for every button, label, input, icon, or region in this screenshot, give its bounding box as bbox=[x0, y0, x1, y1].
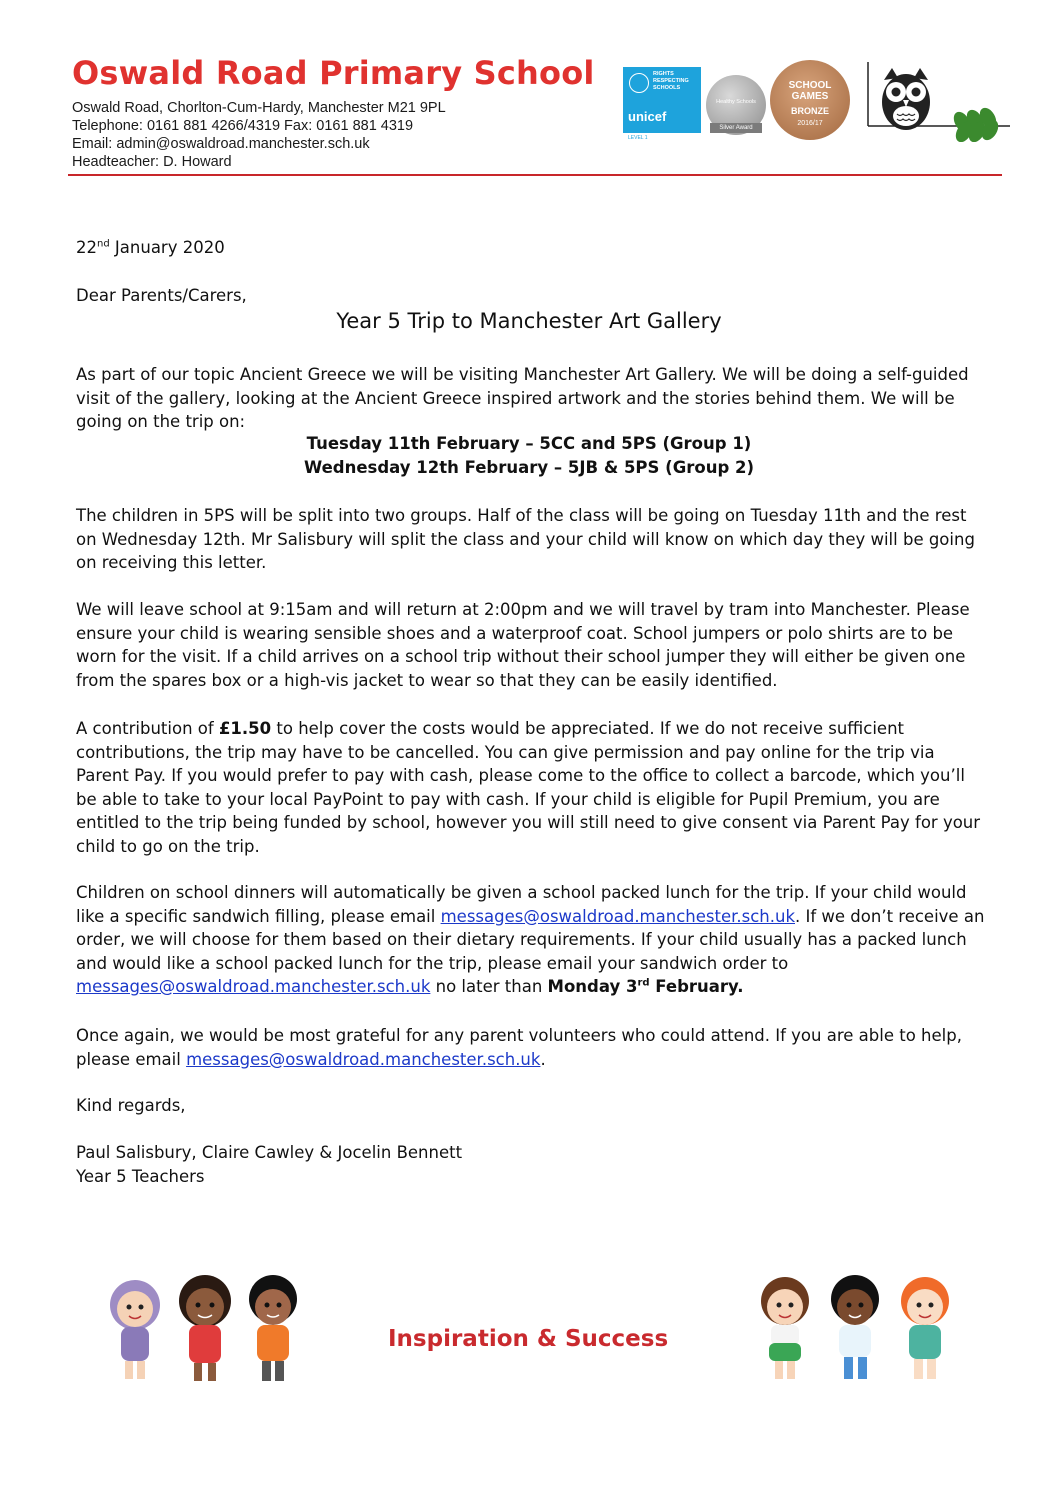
contribution-amount: £1.50 bbox=[218, 719, 272, 738]
trip-dates bbox=[0, 432, 1058, 479]
children-illustration-left bbox=[95, 1265, 315, 1390]
children-illustration-right bbox=[745, 1265, 970, 1390]
letterhead-divider bbox=[68, 174, 1002, 176]
closing: Kind regards, bbox=[76, 1096, 186, 1115]
paragraph-contribution: A contribution of £1.50 to help cover the costs would be appreciated. If we do not receive sufficient contributions, the trip may have to be cancelled. You can give permission and pay online for the trip via Parent Pay. If you would prefer to pay with cash, please come to the office to collect a barcode, which you’ll be able to take to your local PayPoint to pay with cash. If your child is eligible for Pupil Premium, you are entitled to the trip being funded by school, however you will still need to give consent via Parent Pay for your child to go on the trip. bbox=[76, 719, 981, 856]
paragraph-intro: As part of our topic Ancient Greece we will be visiting Manchester Art Gallery. We will be doing a self-guided visit of the gallery, looking at the Ancient Greece inspired artwork and the stories behind them. We will be going on the trip on: bbox=[76, 365, 969, 431]
headteacher: Headteacher: D. Howard bbox=[72, 154, 232, 170]
signatories: Paul Salisbury, Claire Cawley & Jocelin Bennett bbox=[76, 1143, 463, 1162]
paragraph-logistics: We will leave school at 9:15am and will return at 2:00pm and we will travel by tram into Manchester. Please ensure your child is wearing sensible shoes and a waterproof coat. School jumpers or polo shirts are to be worn for the visit. If a child arrives on a school trip without their school jumper they will either be given one from the spares box or a high-vis jacket to wear so that they can be easily identified. bbox=[76, 600, 970, 690]
lunch-deadline: Monday 3rd February. bbox=[547, 977, 744, 996]
school-motto: Inspiration & Success bbox=[388, 1326, 669, 1352]
school-phone: Telephone: 0161 881 4266/4319 Fax: 0161 881 4319 bbox=[72, 118, 414, 134]
greeting: Dear Parents/Carers, bbox=[76, 286, 247, 305]
school-name: Oswald Road Primary School bbox=[72, 54, 595, 92]
rights-respecting-label: RIGHTS RESPECTING SCHOOLS bbox=[653, 71, 689, 91]
healthy-schools-badge bbox=[706, 75, 766, 135]
letter-title: Year 5 Trip to Manchester Art Gallery bbox=[336, 309, 722, 333]
healthy-schools-label: Healthy Schools bbox=[716, 99, 756, 105]
school-games-medal: BRONZE bbox=[791, 106, 829, 116]
school-email: Email: admin@oswaldroad.manchester.sch.uk bbox=[72, 136, 370, 152]
email-link[interactable]: messages@oswaldroad.manchester.sch.uk bbox=[440, 906, 795, 926]
globe-icon bbox=[629, 73, 649, 93]
paragraph-volunteers: Once again, we would be most grateful for any parent volunteers who could attend. If you are able to help, please email messages@oswaldroad.manchester.sch.uk. bbox=[76, 1026, 962, 1069]
owl-logo-icon bbox=[860, 62, 1010, 142]
signoff bbox=[76, 1141, 462, 1188]
school-games-badge bbox=[770, 60, 850, 140]
signatory-role: Year 5 Teachers bbox=[76, 1166, 205, 1186]
email-link[interactable]: messages@oswaldroad.manchester.sch.uk bbox=[76, 977, 431, 996]
email-link[interactable]: messages@oswaldroad.manchester.sch.uk bbox=[186, 1049, 541, 1069]
healthy-award-label: Silver Award bbox=[710, 123, 762, 133]
paragraph-groups: The children in 5PS will be split into two groups. Half of the class will be going on Tuesday 11th and the rest on Wednesday 12th. Mr Salisbury will split the class and your child will know on which day they will be going on receiving this letter. bbox=[76, 506, 975, 572]
trip-day-2: Wednesday 12th February – 5JB & 5PS (Group 2) bbox=[303, 457, 755, 477]
school-games-label: SCHOOL GAMES bbox=[788, 80, 832, 102]
letter-date: 22nd January 2020 bbox=[76, 238, 225, 257]
trip-day-1: Tuesday 11th February – 5CC and 5PS (Group 1) bbox=[306, 434, 752, 453]
rights-respecting-badge bbox=[623, 67, 701, 141]
paragraph-lunch: Children on school dinners will automatically be given a school packed lunch for the trip. If your child would like a specific sandwich filling, please email messages@oswaldroad.manchester.sch.uk. If we don’t receive an order, we will choose for them based on their dietary requirements. If your child usually has a packed lunch and would like a school packed lunch for the trip, please email your sandwich order to messages@oswaldroad.manchester.sch.uk no later than Monday 3rd February. bbox=[76, 883, 985, 996]
unicef-label: unicef bbox=[628, 109, 667, 124]
school-address: Oswald Road, Chorlton-Cum-Hardy, Manchester M21 9PL bbox=[72, 100, 446, 116]
rr-level-label: LEVEL 1 bbox=[628, 135, 648, 141]
school-games-year: 2016/17 bbox=[797, 120, 823, 127]
